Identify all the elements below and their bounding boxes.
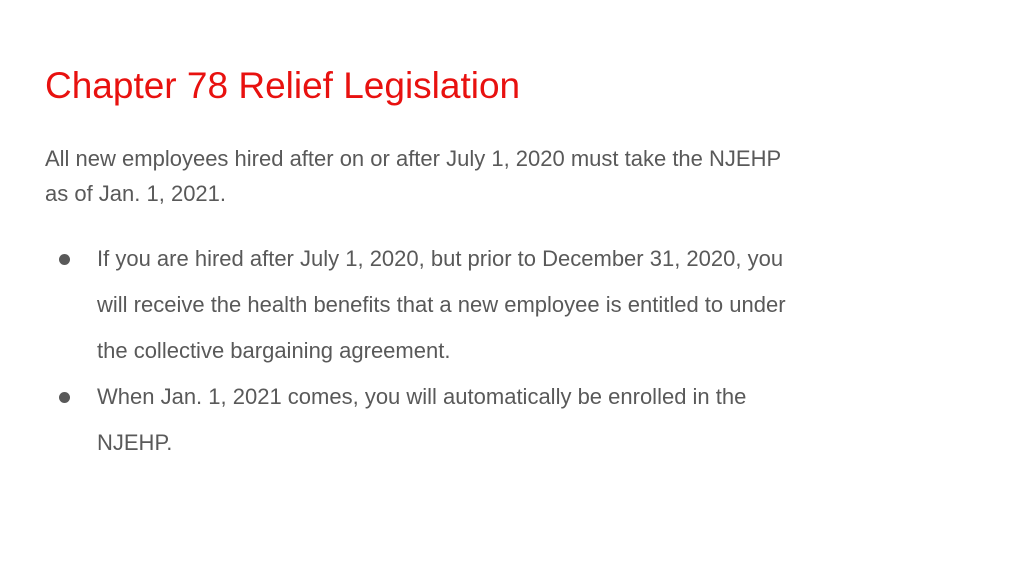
bullet-line: If you are hired after July 1, 2020, but prior to December 31, 2020, you <box>97 246 784 271</box>
intro-line: as of Jan. 1, 2021. <box>45 181 227 206</box>
bullet-line: When Jan. 1, 2021 comes, you will automatically be enrolled in the <box>97 384 747 409</box>
bullet-item-auto-enroll <box>45 374 945 466</box>
intro-line: All new employees hired after on or after July 1, 2020 must take the NJEHP <box>45 146 782 171</box>
slide-title: Chapter 78 Relief Legislation <box>45 65 521 106</box>
bullet-list <box>45 236 945 466</box>
bullet-line: will receive the health benefits that a new employee is entitled to under <box>97 292 786 317</box>
intro-paragraph <box>45 141 945 211</box>
bullet-dot-icon <box>59 254 70 265</box>
bullet-line: NJEHP. <box>97 430 173 455</box>
bullet-line: the collective bargaining agreement. <box>97 338 451 363</box>
bullet-dot-icon <box>59 392 70 403</box>
bullet-item-hired-before-dec-31 <box>45 236 945 374</box>
